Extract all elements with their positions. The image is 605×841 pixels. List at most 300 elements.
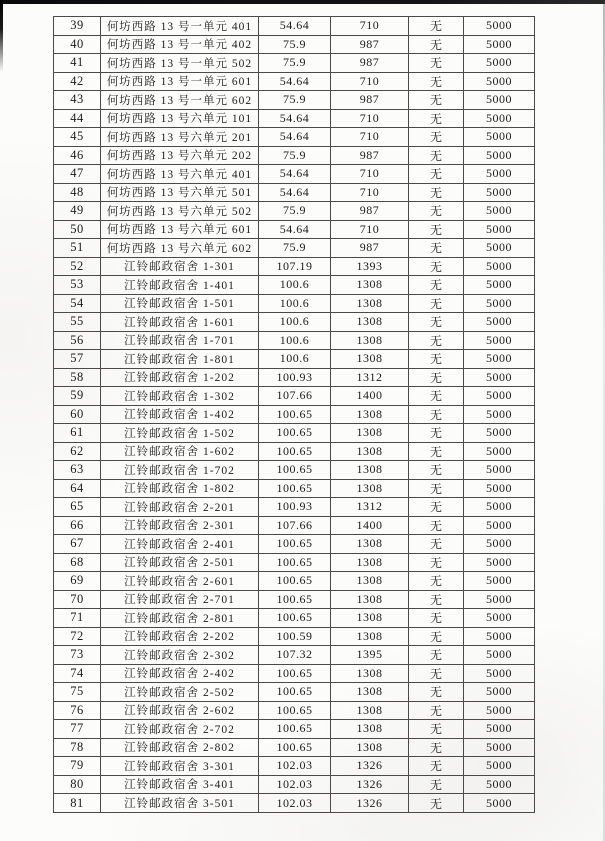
address-cell: 江铃邮政宿舍 2-202 xyxy=(101,627,259,646)
amount-cell: 1308 xyxy=(331,627,409,646)
note-cell: 无 xyxy=(409,794,464,813)
note-cell: 无 xyxy=(409,368,464,387)
housing-units-table xyxy=(53,16,535,813)
price-cell: 5000 xyxy=(464,516,535,535)
amount-cell: 710 xyxy=(331,17,409,36)
address-cell: 江铃邮政宿舍 2-601 xyxy=(101,572,259,591)
row-number-cell: 77 xyxy=(54,720,101,739)
table-row xyxy=(54,17,535,36)
note-cell: 无 xyxy=(409,627,464,646)
address-cell: 何坊西路 13 号六单元 201 xyxy=(101,128,259,147)
address-cell: 江铃邮政宿舍 1-501 xyxy=(101,294,259,313)
address-cell: 江铃邮政宿舍 1-701 xyxy=(101,331,259,350)
note-cell: 无 xyxy=(409,350,464,369)
area-cell: 100.65 xyxy=(259,424,331,443)
note-cell: 无 xyxy=(409,609,464,628)
table-row xyxy=(54,442,535,461)
area-cell: 100.65 xyxy=(259,720,331,739)
note-cell: 无 xyxy=(409,331,464,350)
area-cell: 107.66 xyxy=(259,387,331,406)
note-cell: 无 xyxy=(409,165,464,184)
address-cell: 何坊西路 13 号一单元 601 xyxy=(101,72,259,91)
area-cell: 100.65 xyxy=(259,461,331,480)
area-cell: 100.6 xyxy=(259,276,331,295)
price-cell: 5000 xyxy=(464,757,535,776)
price-cell: 5000 xyxy=(464,294,535,313)
table-row xyxy=(54,202,535,221)
note-cell: 无 xyxy=(409,183,464,202)
address-cell: 江铃邮政宿舍 3-401 xyxy=(101,775,259,794)
note-cell: 无 xyxy=(409,461,464,480)
amount-cell: 1308 xyxy=(331,683,409,702)
note-cell: 无 xyxy=(409,757,464,776)
row-number-cell: 59 xyxy=(54,387,101,406)
table-row xyxy=(54,387,535,406)
table-row xyxy=(54,794,535,813)
amount-cell: 1326 xyxy=(331,757,409,776)
area-cell: 102.03 xyxy=(259,775,331,794)
amount-cell: 1393 xyxy=(331,257,409,276)
address-cell: 何坊西路 13 号六单元 401 xyxy=(101,165,259,184)
table-row xyxy=(54,220,535,239)
area-cell: 100.65 xyxy=(259,572,331,591)
price-cell: 5000 xyxy=(464,442,535,461)
address-cell: 江铃邮政宿舍 2-801 xyxy=(101,609,259,628)
price-cell: 5000 xyxy=(464,165,535,184)
price-cell: 5000 xyxy=(464,646,535,665)
address-cell: 何坊西路 13 号一单元 502 xyxy=(101,54,259,73)
price-cell: 5000 xyxy=(464,683,535,702)
row-number-cell: 66 xyxy=(54,516,101,535)
row-number-cell: 55 xyxy=(54,313,101,332)
row-number-cell: 53 xyxy=(54,276,101,295)
scan-edge-left xyxy=(0,0,3,72)
note-cell: 无 xyxy=(409,220,464,239)
price-cell: 5000 xyxy=(464,627,535,646)
note-cell: 无 xyxy=(409,35,464,54)
note-cell: 无 xyxy=(409,572,464,591)
scan-edge-top xyxy=(0,0,605,4)
table-row xyxy=(54,646,535,665)
address-cell: 江铃邮政宿舍 2-501 xyxy=(101,553,259,572)
amount-cell: 1308 xyxy=(331,664,409,683)
area-cell: 107.32 xyxy=(259,646,331,665)
table-row xyxy=(54,313,535,332)
row-number-cell: 68 xyxy=(54,553,101,572)
address-cell: 何坊西路 13 号六单元 501 xyxy=(101,183,259,202)
note-cell: 无 xyxy=(409,442,464,461)
address-cell: 何坊西路 13 号六单元 601 xyxy=(101,220,259,239)
row-number-cell: 43 xyxy=(54,91,101,110)
row-number-cell: 41 xyxy=(54,54,101,73)
row-number-cell: 64 xyxy=(54,479,101,498)
table-row xyxy=(54,775,535,794)
row-number-cell: 71 xyxy=(54,609,101,628)
price-cell: 5000 xyxy=(464,91,535,110)
note-cell: 无 xyxy=(409,535,464,554)
address-cell: 何坊西路 13 号六单元 202 xyxy=(101,146,259,165)
row-number-cell: 40 xyxy=(54,35,101,54)
price-cell: 5000 xyxy=(464,276,535,295)
address-cell: 江铃邮政宿舍 2-502 xyxy=(101,683,259,702)
amount-cell: 1400 xyxy=(331,516,409,535)
note-cell: 无 xyxy=(409,91,464,110)
row-number-cell: 76 xyxy=(54,701,101,720)
address-cell: 江铃邮政宿舍 1-301 xyxy=(101,257,259,276)
table-row xyxy=(54,609,535,628)
address-cell: 江铃邮政宿舍 1-602 xyxy=(101,442,259,461)
note-cell: 无 xyxy=(409,553,464,572)
address-cell: 何坊西路 13 号六单元 602 xyxy=(101,239,259,258)
area-cell: 102.03 xyxy=(259,757,331,776)
row-number-cell: 81 xyxy=(54,794,101,813)
price-cell: 5000 xyxy=(464,424,535,443)
table-row xyxy=(54,664,535,683)
amount-cell: 1308 xyxy=(331,572,409,591)
price-cell: 5000 xyxy=(464,738,535,757)
table-row xyxy=(54,54,535,73)
table-row xyxy=(54,72,535,91)
area-cell: 54.64 xyxy=(259,220,331,239)
amount-cell: 1400 xyxy=(331,387,409,406)
row-number-cell: 42 xyxy=(54,72,101,91)
address-cell: 江铃邮政宿舍 2-401 xyxy=(101,535,259,554)
area-cell: 100.93 xyxy=(259,368,331,387)
address-cell: 江铃邮政宿舍 1-801 xyxy=(101,350,259,369)
row-number-cell: 57 xyxy=(54,350,101,369)
note-cell: 无 xyxy=(409,276,464,295)
note-cell: 无 xyxy=(409,257,464,276)
amount-cell: 987 xyxy=(331,146,409,165)
area-cell: 100.93 xyxy=(259,498,331,517)
note-cell: 无 xyxy=(409,313,464,332)
amount-cell: 987 xyxy=(331,202,409,221)
area-cell: 54.64 xyxy=(259,72,331,91)
area-cell: 75.9 xyxy=(259,35,331,54)
table-row xyxy=(54,738,535,757)
address-cell: 江铃邮政宿舍 1-502 xyxy=(101,424,259,443)
area-cell: 54.64 xyxy=(259,183,331,202)
address-cell: 江铃邮政宿舍 1-601 xyxy=(101,313,259,332)
table-row xyxy=(54,590,535,609)
table-row xyxy=(54,257,535,276)
amount-cell: 1395 xyxy=(331,646,409,665)
table-row xyxy=(54,553,535,572)
row-number-cell: 51 xyxy=(54,239,101,258)
note-cell: 无 xyxy=(409,146,464,165)
price-cell: 5000 xyxy=(464,498,535,517)
price-cell: 5000 xyxy=(464,202,535,221)
note-cell: 无 xyxy=(409,775,464,794)
table-row xyxy=(54,109,535,128)
note-cell: 无 xyxy=(409,479,464,498)
price-cell: 5000 xyxy=(464,553,535,572)
amount-cell: 1308 xyxy=(331,331,409,350)
row-number-cell: 79 xyxy=(54,757,101,776)
area-cell: 102.03 xyxy=(259,794,331,813)
table-row xyxy=(54,424,535,443)
table-row xyxy=(54,516,535,535)
price-cell: 5000 xyxy=(464,387,535,406)
area-cell: 100.6 xyxy=(259,313,331,332)
price-cell: 5000 xyxy=(464,572,535,591)
address-cell: 何坊西路 13 号六单元 101 xyxy=(101,109,259,128)
price-cell: 5000 xyxy=(464,535,535,554)
address-cell: 江铃邮政宿舍 2-602 xyxy=(101,701,259,720)
table-row xyxy=(54,368,535,387)
area-cell: 100.65 xyxy=(259,664,331,683)
note-cell: 无 xyxy=(409,202,464,221)
row-number-cell: 72 xyxy=(54,627,101,646)
table-row xyxy=(54,146,535,165)
table-row xyxy=(54,627,535,646)
amount-cell: 1308 xyxy=(331,720,409,739)
address-cell: 何坊西路 13 号一单元 402 xyxy=(101,35,259,54)
address-cell: 江铃邮政宿舍 2-301 xyxy=(101,516,259,535)
price-cell: 5000 xyxy=(464,54,535,73)
area-cell: 54.64 xyxy=(259,109,331,128)
area-cell: 100.65 xyxy=(259,683,331,702)
amount-cell: 710 xyxy=(331,165,409,184)
row-number-cell: 49 xyxy=(54,202,101,221)
row-number-cell: 65 xyxy=(54,498,101,517)
row-number-cell: 74 xyxy=(54,664,101,683)
note-cell: 无 xyxy=(409,664,464,683)
price-cell: 5000 xyxy=(464,461,535,480)
row-number-cell: 60 xyxy=(54,405,101,424)
table-row xyxy=(54,239,535,258)
area-cell: 100.65 xyxy=(259,590,331,609)
table-row xyxy=(54,535,535,554)
amount-cell: 1308 xyxy=(331,479,409,498)
row-number-cell: 58 xyxy=(54,368,101,387)
price-cell: 5000 xyxy=(464,609,535,628)
row-number-cell: 45 xyxy=(54,128,101,147)
row-number-cell: 54 xyxy=(54,294,101,313)
table-row xyxy=(54,720,535,739)
amount-cell: 1308 xyxy=(331,276,409,295)
note-cell: 无 xyxy=(409,387,464,406)
price-cell: 5000 xyxy=(464,109,535,128)
area-cell: 75.9 xyxy=(259,54,331,73)
amount-cell: 710 xyxy=(331,183,409,202)
price-cell: 5000 xyxy=(464,128,535,147)
table-row xyxy=(54,683,535,702)
note-cell: 无 xyxy=(409,17,464,36)
note-cell: 无 xyxy=(409,590,464,609)
amount-cell: 1326 xyxy=(331,794,409,813)
amount-cell: 710 xyxy=(331,72,409,91)
address-cell: 江铃邮政宿舍 1-402 xyxy=(101,405,259,424)
area-cell: 100.65 xyxy=(259,738,331,757)
address-cell: 江铃邮政宿舍 3-501 xyxy=(101,794,259,813)
row-number-cell: 70 xyxy=(54,590,101,609)
amount-cell: 987 xyxy=(331,91,409,110)
amount-cell: 1308 xyxy=(331,609,409,628)
note-cell: 无 xyxy=(409,424,464,443)
note-cell: 无 xyxy=(409,239,464,258)
amount-cell: 1308 xyxy=(331,424,409,443)
address-cell: 江铃邮政宿舍 2-201 xyxy=(101,498,259,517)
area-cell: 75.9 xyxy=(259,146,331,165)
table-row xyxy=(54,128,535,147)
area-cell: 100.65 xyxy=(259,535,331,554)
row-number-cell: 46 xyxy=(54,146,101,165)
note-cell: 无 xyxy=(409,720,464,739)
table-row xyxy=(54,479,535,498)
price-cell: 5000 xyxy=(464,35,535,54)
row-number-cell: 56 xyxy=(54,331,101,350)
price-cell: 5000 xyxy=(464,17,535,36)
row-number-cell: 50 xyxy=(54,220,101,239)
amount-cell: 1308 xyxy=(331,738,409,757)
note-cell: 无 xyxy=(409,683,464,702)
note-cell: 无 xyxy=(409,128,464,147)
price-cell: 5000 xyxy=(464,368,535,387)
note-cell: 无 xyxy=(409,72,464,91)
price-cell: 5000 xyxy=(464,239,535,258)
address-cell: 何坊西路 13 号六单元 502 xyxy=(101,202,259,221)
note-cell: 无 xyxy=(409,516,464,535)
amount-cell: 1308 xyxy=(331,442,409,461)
area-cell: 100.65 xyxy=(259,553,331,572)
price-cell: 5000 xyxy=(464,331,535,350)
area-cell: 100.6 xyxy=(259,294,331,313)
table-row xyxy=(54,276,535,295)
price-cell: 5000 xyxy=(464,701,535,720)
area-cell: 54.64 xyxy=(259,17,331,36)
table-row xyxy=(54,165,535,184)
area-cell: 100.59 xyxy=(259,627,331,646)
row-number-cell: 61 xyxy=(54,424,101,443)
row-number-cell: 62 xyxy=(54,442,101,461)
address-cell: 何坊西路 13 号一单元 401 xyxy=(101,17,259,36)
amount-cell: 1312 xyxy=(331,368,409,387)
area-cell: 54.64 xyxy=(259,128,331,147)
amount-cell: 1308 xyxy=(331,535,409,554)
price-cell: 5000 xyxy=(464,775,535,794)
row-number-cell: 73 xyxy=(54,646,101,665)
amount-cell: 1308 xyxy=(331,461,409,480)
price-cell: 5000 xyxy=(464,405,535,424)
row-number-cell: 69 xyxy=(54,572,101,591)
address-cell: 何坊西路 13 号一单元 602 xyxy=(101,91,259,110)
address-cell: 江铃邮政宿舍 1-302 xyxy=(101,387,259,406)
amount-cell: 1308 xyxy=(331,701,409,720)
table-row xyxy=(54,701,535,720)
amount-cell: 710 xyxy=(331,109,409,128)
table-row xyxy=(54,294,535,313)
address-cell: 江铃邮政宿舍 2-702 xyxy=(101,720,259,739)
area-cell: 100.65 xyxy=(259,479,331,498)
table-row xyxy=(54,35,535,54)
row-number-cell: 80 xyxy=(54,775,101,794)
table-row xyxy=(54,498,535,517)
address-cell: 江铃邮政宿舍 3-301 xyxy=(101,757,259,776)
price-cell: 5000 xyxy=(464,590,535,609)
area-cell: 100.6 xyxy=(259,331,331,350)
area-cell: 75.9 xyxy=(259,91,331,110)
row-number-cell: 39 xyxy=(54,17,101,36)
note-cell: 无 xyxy=(409,294,464,313)
area-cell: 107.66 xyxy=(259,516,331,535)
row-number-cell: 47 xyxy=(54,165,101,184)
row-number-cell: 78 xyxy=(54,738,101,757)
address-cell: 江铃邮政宿舍 1-202 xyxy=(101,368,259,387)
table-row xyxy=(54,405,535,424)
note-cell: 无 xyxy=(409,405,464,424)
area-cell: 75.9 xyxy=(259,239,331,258)
address-cell: 江铃邮政宿舍 2-802 xyxy=(101,738,259,757)
amount-cell: 1308 xyxy=(331,553,409,572)
row-number-cell: 52 xyxy=(54,257,101,276)
price-cell: 5000 xyxy=(464,257,535,276)
note-cell: 无 xyxy=(409,109,464,128)
row-number-cell: 75 xyxy=(54,683,101,702)
price-cell: 5000 xyxy=(464,220,535,239)
amount-cell: 987 xyxy=(331,35,409,54)
table-row xyxy=(54,572,535,591)
row-number-cell: 67 xyxy=(54,535,101,554)
address-cell: 江铃邮政宿舍 1-401 xyxy=(101,276,259,295)
area-cell: 75.9 xyxy=(259,202,331,221)
address-cell: 江铃邮政宿舍 2-701 xyxy=(101,590,259,609)
price-cell: 5000 xyxy=(464,350,535,369)
amount-cell: 987 xyxy=(331,239,409,258)
housing-units-table-body xyxy=(54,17,535,813)
area-cell: 100.65 xyxy=(259,701,331,720)
price-cell: 5000 xyxy=(464,720,535,739)
area-cell: 100.6 xyxy=(259,350,331,369)
note-cell: 无 xyxy=(409,498,464,517)
amount-cell: 987 xyxy=(331,54,409,73)
address-cell: 江铃邮政宿舍 1-802 xyxy=(101,479,259,498)
table-row xyxy=(54,91,535,110)
area-cell: 54.64 xyxy=(259,165,331,184)
table-row xyxy=(54,350,535,369)
area-cell: 100.65 xyxy=(259,442,331,461)
table-row xyxy=(54,331,535,350)
amount-cell: 1308 xyxy=(331,405,409,424)
amount-cell: 710 xyxy=(331,220,409,239)
table-row xyxy=(54,183,535,202)
price-cell: 5000 xyxy=(464,313,535,332)
price-cell: 5000 xyxy=(464,794,535,813)
row-number-cell: 44 xyxy=(54,109,101,128)
amount-cell: 1308 xyxy=(331,590,409,609)
table-row xyxy=(54,757,535,776)
area-cell: 100.65 xyxy=(259,609,331,628)
note-cell: 无 xyxy=(409,701,464,720)
amount-cell: 1308 xyxy=(331,294,409,313)
address-cell: 江铃邮政宿舍 2-402 xyxy=(101,664,259,683)
price-cell: 5000 xyxy=(464,72,535,91)
amount-cell: 1308 xyxy=(331,350,409,369)
amount-cell: 1326 xyxy=(331,775,409,794)
price-cell: 5000 xyxy=(464,479,535,498)
note-cell: 无 xyxy=(409,738,464,757)
address-cell: 江铃邮政宿舍 1-702 xyxy=(101,461,259,480)
price-cell: 5000 xyxy=(464,183,535,202)
row-number-cell: 48 xyxy=(54,183,101,202)
amount-cell: 1312 xyxy=(331,498,409,517)
area-cell: 100.65 xyxy=(259,405,331,424)
address-cell: 江铃邮政宿舍 2-302 xyxy=(101,646,259,665)
table-row xyxy=(54,461,535,480)
note-cell: 无 xyxy=(409,54,464,73)
price-cell: 5000 xyxy=(464,146,535,165)
amount-cell: 1308 xyxy=(331,313,409,332)
